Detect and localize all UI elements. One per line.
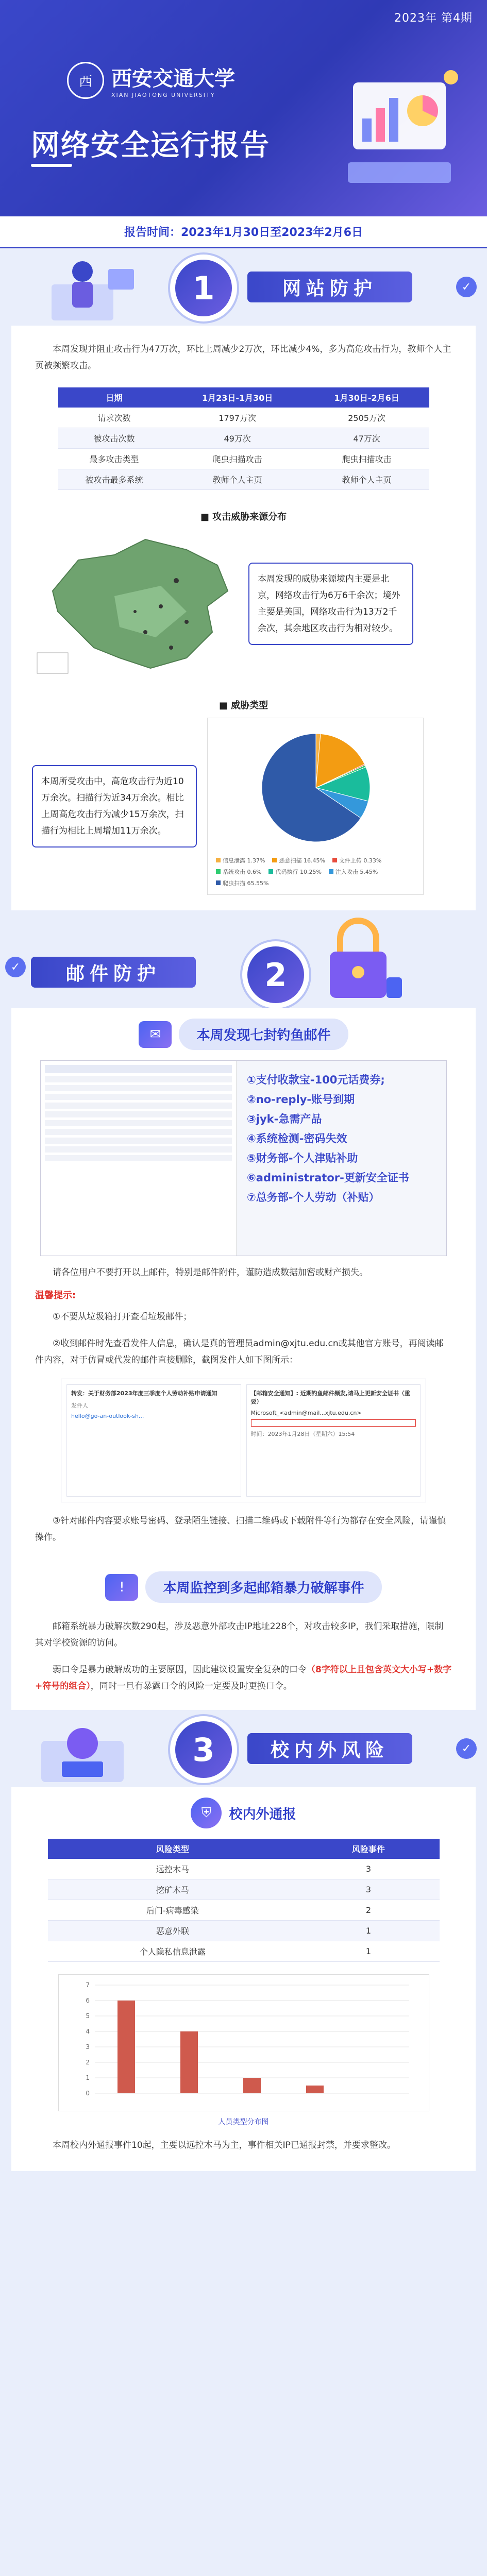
section-1-number: 1	[175, 260, 232, 316]
table-header: 日期	[58, 387, 171, 408]
threat-type-block	[11, 718, 476, 895]
university-name-en: XIAN JIAOTONG UNIVERSITY	[111, 92, 215, 98]
title-underline	[31, 164, 72, 167]
email-protection-section	[11, 1008, 476, 1710]
notice-title: 校内外通报	[229, 1806, 296, 1822]
website-protection-section	[11, 326, 476, 910]
table-cell: 爬虫扫描攻击	[171, 449, 305, 469]
mail-warning-text: 请各位用户不要打开以上邮件，特别是邮件附件，谨防造成数据加密或财产损失。	[53, 1267, 368, 1278]
table-cell: 1	[297, 1921, 439, 1941]
table-cell: 后门-病毒感染	[48, 1900, 298, 1921]
tips-label: 温馨提示:	[35, 1290, 76, 1301]
table-row	[48, 1921, 440, 1941]
issue-number: 2023年 第4期	[394, 12, 473, 25]
attack-stats-table	[58, 387, 429, 490]
table-header: 1月30日-2月6日	[305, 387, 429, 408]
sender-shot-2	[246, 1384, 421, 1497]
risk-section	[11, 1787, 476, 2171]
y-tick-label: 2	[85, 2059, 90, 2066]
shot-1-from-address: hello@go-an-outlook-sh...	[71, 1413, 144, 1419]
legend-swatch	[268, 869, 273, 874]
mail-inbox-list	[41, 1061, 237, 1256]
pie-legend-item	[216, 856, 265, 865]
shot-2-time: 时间：2023年1月28日（星期六）15:54	[250, 1431, 355, 1437]
brute-force-header	[11, 1561, 476, 1613]
notice-header	[11, 1787, 476, 1839]
legend-swatch	[216, 858, 221, 862]
map-block	[11, 529, 476, 679]
risk-conclusion: 本周校内外通报事件10起，主要以远控木马为主，事件相关IP已通报封禁，并要求整改。	[53, 2140, 396, 2150]
table-cell: 被攻击最多系统	[58, 469, 171, 490]
chart-caption: 人员类型分布图	[218, 2118, 269, 2126]
pie-legend-item	[272, 856, 325, 865]
table-row	[58, 469, 429, 490]
map-title: 攻击威胁来源分布	[212, 512, 287, 522]
section-1-header	[0, 248, 487, 326]
phishing-mail-list	[237, 1061, 419, 1256]
table-cell: 恶意外联	[48, 1921, 298, 1941]
mail-icon: ✉	[139, 1021, 172, 1048]
analyst-illustration-icon	[31, 253, 144, 323]
bar	[243, 2078, 261, 2093]
pie-legend-item	[332, 856, 381, 865]
legend-label: 代码执行 10.25%	[275, 869, 322, 875]
section-2-title: 邮件防护	[31, 957, 196, 988]
y-tick-label: 1	[85, 2074, 90, 2081]
alert-icon: !	[105, 1574, 138, 1601]
phishing-item: ⑦总务部-个人劳动（补贴）	[247, 1191, 380, 1204]
legend-swatch	[329, 869, 333, 874]
tip-2: ②收到邮件时先查看发件人信息，确认是真的管理员admin@xjtu.edu.cn或其他官方账号，再阅读邮件内容，对于仿冒或代发的邮件直接删除，截图发件人如下图所示：	[35, 1338, 444, 1365]
table-cell: 教师个人主页	[171, 469, 305, 490]
legend-label: 注入攻击 5.45%	[335, 869, 378, 875]
legend-label: 恶意扫描 16.45%	[279, 857, 325, 864]
lock-illustration-icon	[309, 916, 412, 1003]
risk-table	[48, 1839, 440, 1962]
tip-1: ①不要从垃圾箱打开查看垃圾邮件；	[53, 1312, 192, 1322]
weak-text-c: ，同时一旦有暴露口令的风险一定要及时更换口令。	[90, 1681, 292, 1691]
report-period: 报告时间：2023年1月30日至2023年2月6日	[0, 216, 487, 248]
table-row	[58, 408, 429, 428]
map-subtitle: ■ 攻击威胁来源分布	[200, 512, 287, 522]
report-header	[0, 0, 487, 216]
university-seal-icon: 西	[67, 62, 104, 99]
table-row	[48, 1859, 440, 1879]
pie-legend-item	[329, 868, 378, 876]
legend-swatch	[332, 858, 337, 862]
pie-legend	[213, 854, 418, 889]
bar	[306, 2086, 324, 2093]
shot-1-title: 转发：关于财务部2023年度三季度个人劳动补贴申请通知	[71, 1390, 217, 1397]
y-tick-label: 3	[85, 2043, 90, 2050]
y-tick-label: 6	[85, 1997, 90, 2004]
table-cell: 最多攻击类型	[58, 449, 171, 469]
phishing-item: ⑥administrator-更新安全证书	[247, 1172, 409, 1184]
weak-password-text	[11, 1656, 476, 1700]
weak-text-b: （8字符以上且包含英文大小写+数字+符号的组合）	[35, 1665, 452, 1691]
security-illustration-icon	[31, 1715, 134, 1785]
legend-label: 爬虫扫描 65.55%	[223, 880, 269, 887]
table-cell: 3	[297, 1859, 439, 1879]
table-cell: 47万次	[305, 428, 429, 449]
bar	[180, 2031, 198, 2093]
y-tick-label: 5	[85, 2012, 90, 2020]
weak-text-a: 弱口令是暴力破解成功的主要原因，因此建议设置安全复杂的口令	[53, 1665, 307, 1675]
legend-label: 系统攻击 0.6%	[223, 869, 262, 875]
y-tick-label: 0	[85, 2090, 90, 2097]
legend-label: 文件上传 0.33%	[339, 857, 382, 864]
table-row	[58, 428, 429, 449]
section-3-header	[0, 1710, 487, 1787]
table-cell: 教师个人主页	[305, 469, 429, 490]
table-cell: 个人隐私信息泄露	[48, 1941, 298, 1962]
threat-pie-chart	[207, 718, 424, 895]
map-text-box: 本周发现的威胁来源境内主要是北京，网络攻击行为6万6千余次；境外主要是美国，网络攻击行为13万2千余次，其余地区攻击行为相对较少。	[248, 563, 413, 645]
bar-svg	[59, 1975, 429, 2109]
pie-legend-item	[216, 868, 261, 876]
pie-svg	[213, 723, 419, 852]
table-cell: 49万次	[171, 428, 305, 449]
sender-screenshot	[61, 1379, 426, 1502]
shot-2-from: Microsoft_<admin@mail...xjtu.edu.cn>	[250, 1410, 362, 1416]
phishing-title: 本周发现七封钓鱼邮件	[179, 1019, 348, 1050]
section-1-title: 网站防护	[247, 272, 412, 302]
tip-3: ③针对邮件内容要求账号密码、登录陌生链接、扫描二维码或下载附件等行为都存在安全风险，请谨慎操作。	[35, 1516, 446, 1543]
table-cell: 爬虫扫描攻击	[305, 449, 429, 469]
legend-label: 信息泄露 1.37%	[223, 857, 265, 864]
table-row	[58, 449, 429, 469]
phishing-item: ①支付收款宝-100元话费券;	[247, 1074, 385, 1086]
table-row	[48, 1941, 440, 1962]
table-cell: 挖矿木马	[48, 1879, 298, 1900]
table-cell: 3	[297, 1879, 439, 1900]
pie-legend-item	[216, 879, 268, 887]
table-cell: 被攻击次数	[58, 428, 171, 449]
section-2-number: 2	[247, 946, 304, 1003]
table-cell: 1797万次	[171, 408, 305, 428]
risk-bar-chart	[58, 1974, 429, 2111]
table-header: 风险事件	[297, 1839, 439, 1859]
phishing-screenshot	[40, 1060, 447, 1256]
table-cell: 2505万次	[305, 408, 429, 428]
shield-icon: ⛨	[191, 1798, 222, 1828]
china-map-icon	[32, 529, 238, 679]
section-3-number: 3	[175, 1721, 232, 1778]
sender-shot-1	[66, 1384, 241, 1497]
table-header: 风险类型	[48, 1839, 298, 1859]
table-row	[48, 1879, 440, 1900]
university-logo	[67, 62, 235, 99]
bar	[117, 2001, 135, 2093]
brute-force-text: 邮箱系统暴力破解次数290起，涉及恶意外部攻击IP地址228个，对攻击较多IP，我们采取措施，限制其对学校资源的访问。	[35, 1621, 444, 1648]
checkmark-icon: ✓	[5, 957, 26, 977]
dashboard-illustration-icon	[332, 62, 466, 201]
checkmark-icon: ✓	[456, 277, 477, 297]
table-header: 1月23日-1月30日	[171, 387, 305, 408]
phishing-header	[11, 1008, 476, 1060]
checkmark-icon: ✓	[456, 1738, 477, 1759]
phishing-item: ④系统检测-密码失效	[247, 1132, 347, 1145]
phishing-item: ③jyk-急需产品	[247, 1113, 322, 1125]
pie-legend-item	[268, 868, 321, 876]
table-cell: 请求次数	[58, 408, 171, 428]
brute-force-title: 本周监控到多起邮箱暴力破解事件	[145, 1571, 381, 1603]
table-cell: 1	[297, 1941, 439, 1962]
website-intro-text: 本周发现并阻止攻击行为47万次，环比上周减少2万次，环比减少4%，多为高危攻击行为，教师个人主页被频繁攻击。	[35, 344, 451, 371]
shot-1-from-label: 发件人	[71, 1402, 88, 1409]
phishing-item: ⑤财务部-个人津贴补助	[247, 1152, 358, 1164]
legend-swatch	[272, 858, 277, 862]
legend-swatch	[216, 869, 221, 874]
section-2-header	[0, 910, 487, 1008]
table-cell: 远控木马	[48, 1859, 298, 1879]
threat-type-title: 威胁类型	[231, 700, 268, 711]
table-cell: 2	[297, 1900, 439, 1921]
y-tick-label: 7	[85, 1981, 90, 1989]
y-tick-label: 4	[85, 2028, 90, 2035]
phishing-item: ②no-reply-账号到期	[247, 1093, 355, 1106]
table-row	[48, 1900, 440, 1921]
threat-type-subtitle: ■ 威胁类型	[219, 700, 268, 711]
shot-2-title: 【邮箱安全通知】: 近期钓鱼邮件频发,请马上更新安全证书（重要）	[250, 1390, 410, 1405]
university-name: 西安交通大学	[111, 66, 235, 91]
threat-text-box: 本周所受攻击中，高危攻击行为近10万余次。扫描行为近34万余次。相比上周高危攻击行为减少15万余次，扫描行为相比上周增加11万余次。	[32, 765, 197, 848]
legend-swatch	[216, 880, 221, 885]
section-3-title: 校内外风险	[247, 1733, 412, 1764]
report-title: 网络安全运行报告	[31, 129, 270, 162]
